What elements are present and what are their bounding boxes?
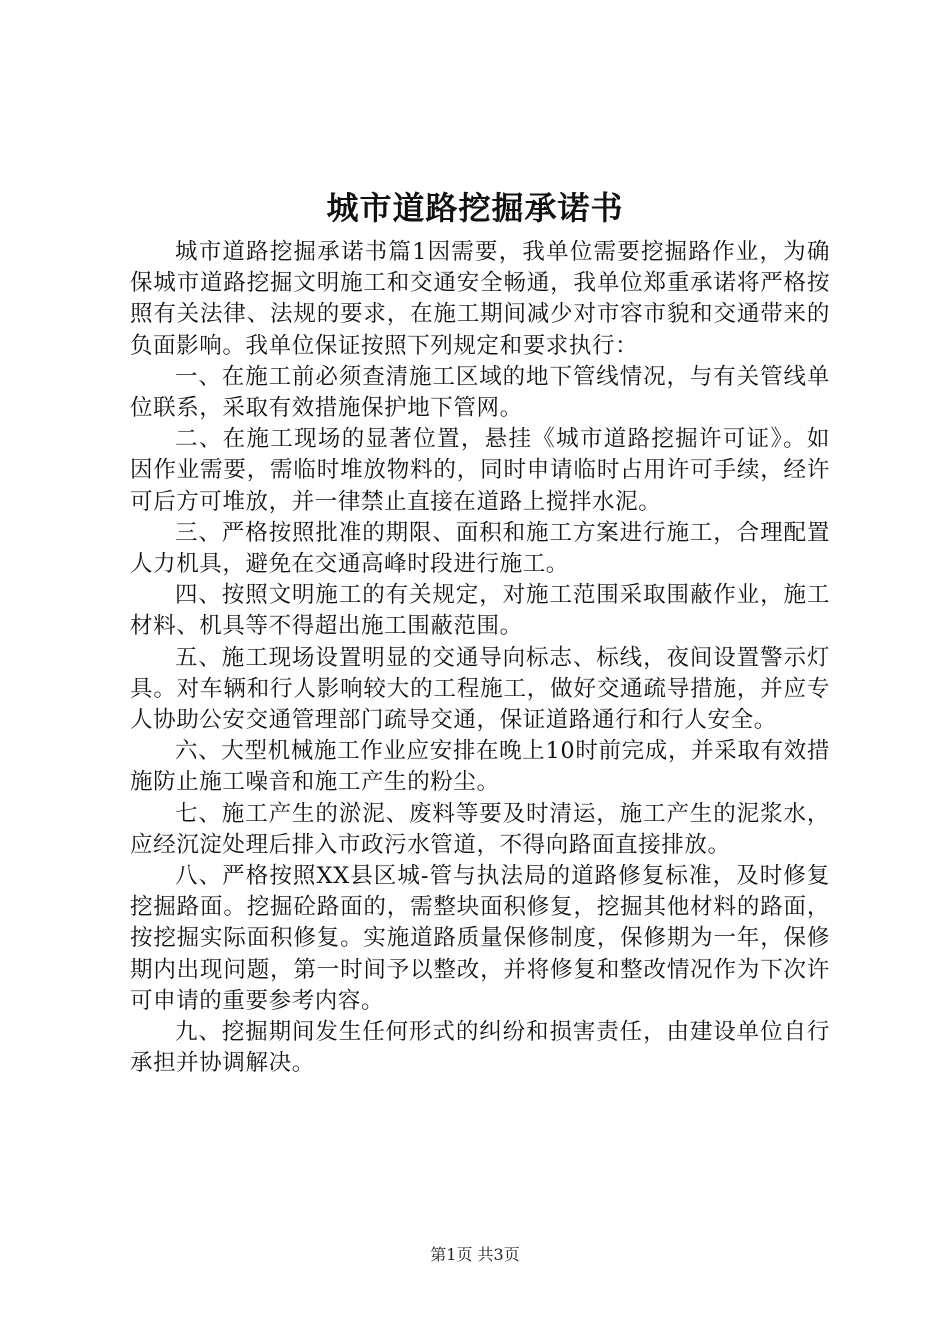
clause-2: 二、在施工现场的显著位置，悬挂《城市道路挖掘许可证》。如因作业需要，需临时堆放物料的，同时申请临时占用许可手续，经许可后方可堆放，并一律禁止直接在道路上搅拌水泥。 bbox=[130, 426, 830, 515]
clause-3: 三、严格按照批准的期限、面积和施工方案进行施工，合理配置人力机具，避免在交通高峰时段进行施工。 bbox=[130, 519, 830, 578]
clause-6: 六、大型机械施工作业应安排在晚上10时前完成，并采取有效措施防止施工噪音和施工产生的粉尘。 bbox=[130, 738, 830, 796]
intro-paragraph: 城市道路挖掘承诺书篇1因需要，我单位需要挖掘路作业，为确保城市道路挖掘文明施工和交通安全畅通，我单位郑重承诺将严格按照有关法律、法规的要求，在施工期间减少对市容市貌和交通带来的负面影响。我单位保证按照下列规定和要求执行： bbox=[130, 239, 830, 359]
clause-4: 四、按照文明施工的有关规定，对施工范围采取围蔽作业，施工材料、机具等不得超出施工围蔽范围。 bbox=[130, 582, 830, 640]
clause-1: 一、在施工前必须查清施工区域的地下管线情况，与有关管线单位联系，采取有效措施保护地下管网。 bbox=[130, 363, 830, 422]
page-number-footer: 第1页 共3页 bbox=[430, 1245, 520, 1264]
clause-8: 八、严格按照XX县区城-管与执法局的道路修复标准，及时修复挖掘路面。挖掘砼路面的，需整块面积修复，挖掘其他材料的路面，按挖掘实际面积修复。实施道路质量保修制度，保修期为一年，保修期内出现问题，第一时间予以整改，并将修复和整改情况作为下次许可申请的重要参考内容。 bbox=[130, 863, 830, 1014]
clause-7: 七、施工产生的淤泥、废料等要及时清运，施工产生的泥浆水，应经沉淀处理后排入市政污水管道，不得向路面直接排放。 bbox=[130, 800, 830, 858]
document-title: 城市道路挖掘承诺书 bbox=[326, 189, 624, 227]
clause-5: 五、施工现场设置明显的交通导向标志、标线，夜间设置警示灯具。对车辆和行人影响较大的工程施工，做好交通疏导措施，并应专人协助公安交通管理部门疏导交通，保证道路通行和行人安全。 bbox=[130, 644, 830, 734]
document-body bbox=[130, 237, 830, 1079]
clause-9: 九、挖掘期间发生任何形式的纠纷和损害责任，由建设单位自行承担并协调解决。 bbox=[130, 1019, 830, 1077]
